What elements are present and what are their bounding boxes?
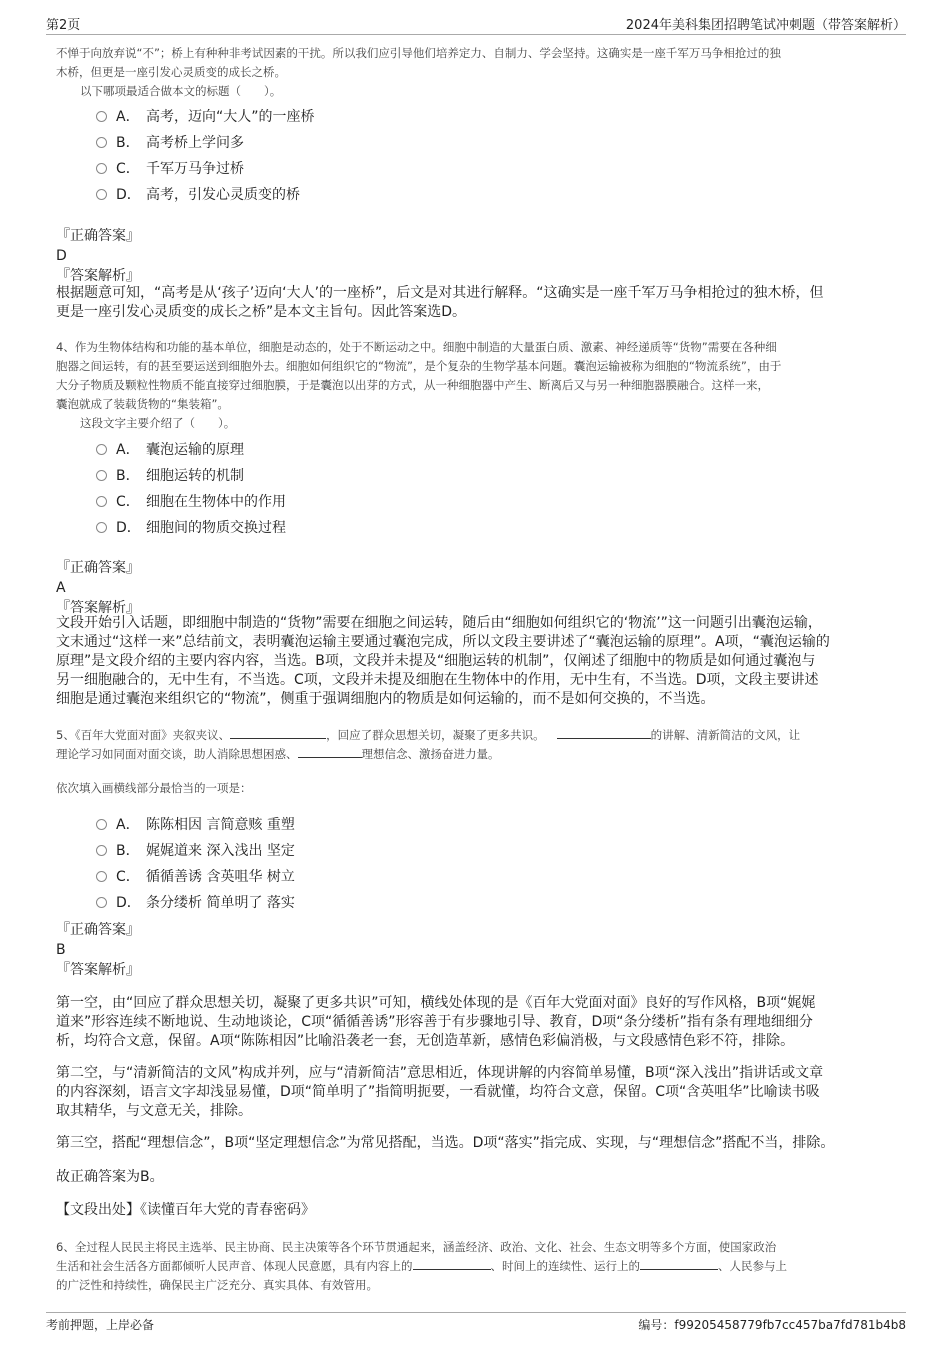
radio-icon[interactable]	[96, 871, 107, 882]
q3-passage	[56, 44, 896, 101]
answer-label: 『正确答案』	[56, 922, 140, 938]
q5-analysis-para-2: 第二空，与“清新简洁的文风”构成并列，应与“清新简洁”意思相近，体现讲解的内容简单易懂，B项“深入浅出”指讲话或文章 的内容深刻，语言文字却浅显易懂，D项“简单明了”指简明扼要，一看就懂，均符合文意，保留。C项“含英咀华”比喻读书吸 取其精华，与文意无关，排除。	[56, 1065, 824, 1119]
q5-analysis-para-3: 第三空，搭配“理想信念”，B项“坚定理想信念”为常见搭配，当选。D项“落实”指完成、实现，与“理想信念”搭配不当，排除。	[56, 1135, 835, 1151]
answer-value: A	[56, 580, 66, 596]
document-title: 2024年美科集团招聘笔试冲刺题（带答案解析）	[625, 18, 906, 33]
answer-value: B	[56, 942, 66, 958]
answer-value: D	[56, 248, 67, 264]
q4-question: 这段文字主要介绍了（ ）。	[80, 416, 236, 430]
q5-passage: 5、《百年大党面对面》夹叙夹议、 ，回应了群众思想关切，凝聚了更多共识。 的讲解、清新简洁的文风，让 理论学习如同面对面交谈，助人消除思想困惑、 理想信念、激扬奋进力量。	[56, 728, 801, 761]
q4-analysis: 文段开始引入话题，即细胞中制造的“货物”需要在细胞之间运转，随后由“细胞如何组织它的‘物流’”这一问题引出囊泡运输， 文末通过“这样一来”总结前文，表明囊泡运输主要通过囊泡完成，所以文段主要讲述了“囊泡运输的原理”。A项，“囊泡运输的 原理”是文段介绍的主要内容内容，当选。B项，文段并未提及“细胞运转的机制”，仅阐述了细胞中的物质是如何通过囊泡与 另一细胞融合的，无中生有，不当选。C项，文段并未提及细胞在生物体中的作用，无中生有，不当选。D项，文段主要讲述 细胞是通过囊泡来组织它的“物流”，侧重于强调细胞内的物质是如何运输的，而不是如何交换的，不当选。	[56, 615, 830, 707]
radio-icon[interactable]	[96, 189, 107, 200]
q5-option-b[interactable]: B． 娓娓道来 深入浅出 坚定	[96, 840, 295, 862]
radio-icon[interactable]	[96, 897, 107, 908]
q4-passage: 4、作为生物体结构和功能的基本单位，细胞是动态的，处于不断运动之中。细胞中制造的大量蛋白质、激素、神经递质等“货物”需要在各种细 胞器之间运转，有的甚至要运送到细胞外去。细胞如何组织它的“物流”，是个复杂的生物学基本问题。囊泡运输被称为细胞的“物流系统”，由于 大分子物质及颗粒性物质不能直接穿过细胞膜，于是囊泡以出芽的方式，从一种细胞器中产生、断离后又与另一种细胞器膜融合。这样一来， 囊泡就成了装载货物的“集装箱”。 这段文字主要介绍了（ ）。	[56, 338, 896, 433]
q5-source: 【文段出处】《读懂百年大党的青春密码》	[56, 1202, 315, 1218]
radio-icon[interactable]	[96, 111, 107, 122]
q5-question: 依次填入画横线部分最恰当的一项是：	[56, 781, 252, 795]
q3-answer-block	[56, 226, 896, 286]
q4-option-a[interactable]: A． 囊泡运输的原理	[96, 439, 244, 461]
q3-option-d[interactable]: D． 高考，引发心灵质变的桥	[96, 184, 300, 206]
analysis-label: 『答案解析』	[56, 268, 140, 284]
analysis-label: 『答案解析』	[56, 962, 140, 978]
radio-icon[interactable]	[96, 522, 107, 533]
radio-icon[interactable]	[96, 496, 107, 507]
q4-answer-block	[56, 558, 896, 618]
blank-2	[557, 726, 651, 739]
page-number: 第2页	[46, 18, 81, 33]
q4-option-b[interactable]: B． 细胞运转的机制	[96, 465, 244, 487]
radio-icon[interactable]	[96, 137, 107, 148]
q3-question: 以下哪项最适合做本文的标题（ ）。	[80, 84, 282, 98]
q6-passage: 6、全过程人民民主将民主选举、民主协商、民主决策等各个环节贯通起来，涵盖经济、政治、文化、社会、生态文明等多个方面，使国家政治 生活和社会生活各方面都倾听人民声音、体现人民意愿，具有内容上的 、时间上的连续性、运行上的 、人民参与上 的广泛性和持续性，确保民主广泛充分、真实具体、有效管用。	[56, 1240, 787, 1292]
q4-option-d[interactable]: D． 细胞间的物质交换过程	[96, 517, 286, 539]
blank-1	[230, 726, 326, 739]
blank-2	[640, 1257, 718, 1270]
answer-label: 『正确答案』	[56, 228, 140, 244]
radio-icon[interactable]	[96, 470, 107, 481]
q5-analysis-para-1: 第一空，由“回应了群众思想关切，凝聚了更多共识”可知，横线处体现的是《百年大党面对面》良好的写作风格，B项“娓娓 道来”形容连续不断地说、生动地谈论，C项“循循善诱”形容善于有步骤地引导、教育，D项“条分缕析”指有条有理地细细分 析，均符合文意，保留。A项“陈陈相因”比喻沿袭老一套，无创造革新，感情色彩偏消极，与文段感情色彩不符，排除。	[56, 995, 816, 1049]
q5-conclusion: 故正确答案为B。	[56, 1169, 164, 1185]
radio-icon[interactable]	[96, 819, 107, 830]
radio-icon[interactable]	[96, 444, 107, 455]
analysis-label: 『答案解析』	[56, 600, 140, 616]
answer-label: 『正确答案』	[56, 560, 140, 576]
q5-option-c[interactable]: C． 循循善诱 含英咀华 树立	[96, 866, 295, 888]
q5-option-a[interactable]: A． 陈陈相因 言简意赅 重塑	[96, 814, 295, 836]
q3-passage-line: 不惮于向放弃说“不”；桥上有种种非考试因素的干扰。所以我们应引导他们培养定力、自制力、学会坚持。这确实是一座千军万马争相抢过的独	[56, 46, 781, 60]
q4-option-c[interactable]: C． 细胞在生物体中的作用	[96, 491, 286, 513]
blank-1	[413, 1257, 491, 1270]
blank-3	[298, 745, 362, 758]
page-header	[46, 14, 906, 35]
q3-option-c[interactable]: C． 千军万马争过桥	[96, 158, 244, 180]
q3-option-a[interactable]: A． 高考，迈向“大人”的一座桥	[96, 106, 315, 128]
q3-analysis: 根据题意可知，“高考是从‘孩子’迈向‘大人’的一座桥”，后文是对其进行解释。“这确实是一座千军万马争相抢过的独木桥，但 更是一座引发心灵质变的成长之桥”是本文主旨句。因此答案选D。	[56, 285, 824, 320]
page-footer	[46, 1312, 906, 1335]
document-code: 编号：f99205458779fb7cc457ba7fd781b4b8	[638, 1318, 906, 1332]
q3-passage-line: 木桥，但更是一座引发心灵质变的成长之桥。	[56, 65, 286, 79]
radio-icon[interactable]	[96, 163, 107, 174]
q3-option-b[interactable]: B． 高考桥上学问多	[96, 132, 244, 154]
q5-answer-block	[56, 920, 896, 980]
q5-option-d[interactable]: D． 条分缕析 简单明了 落实	[96, 892, 295, 914]
radio-icon[interactable]	[96, 845, 107, 856]
footer-slogan: 考前押题，上岸必备	[46, 1318, 155, 1332]
